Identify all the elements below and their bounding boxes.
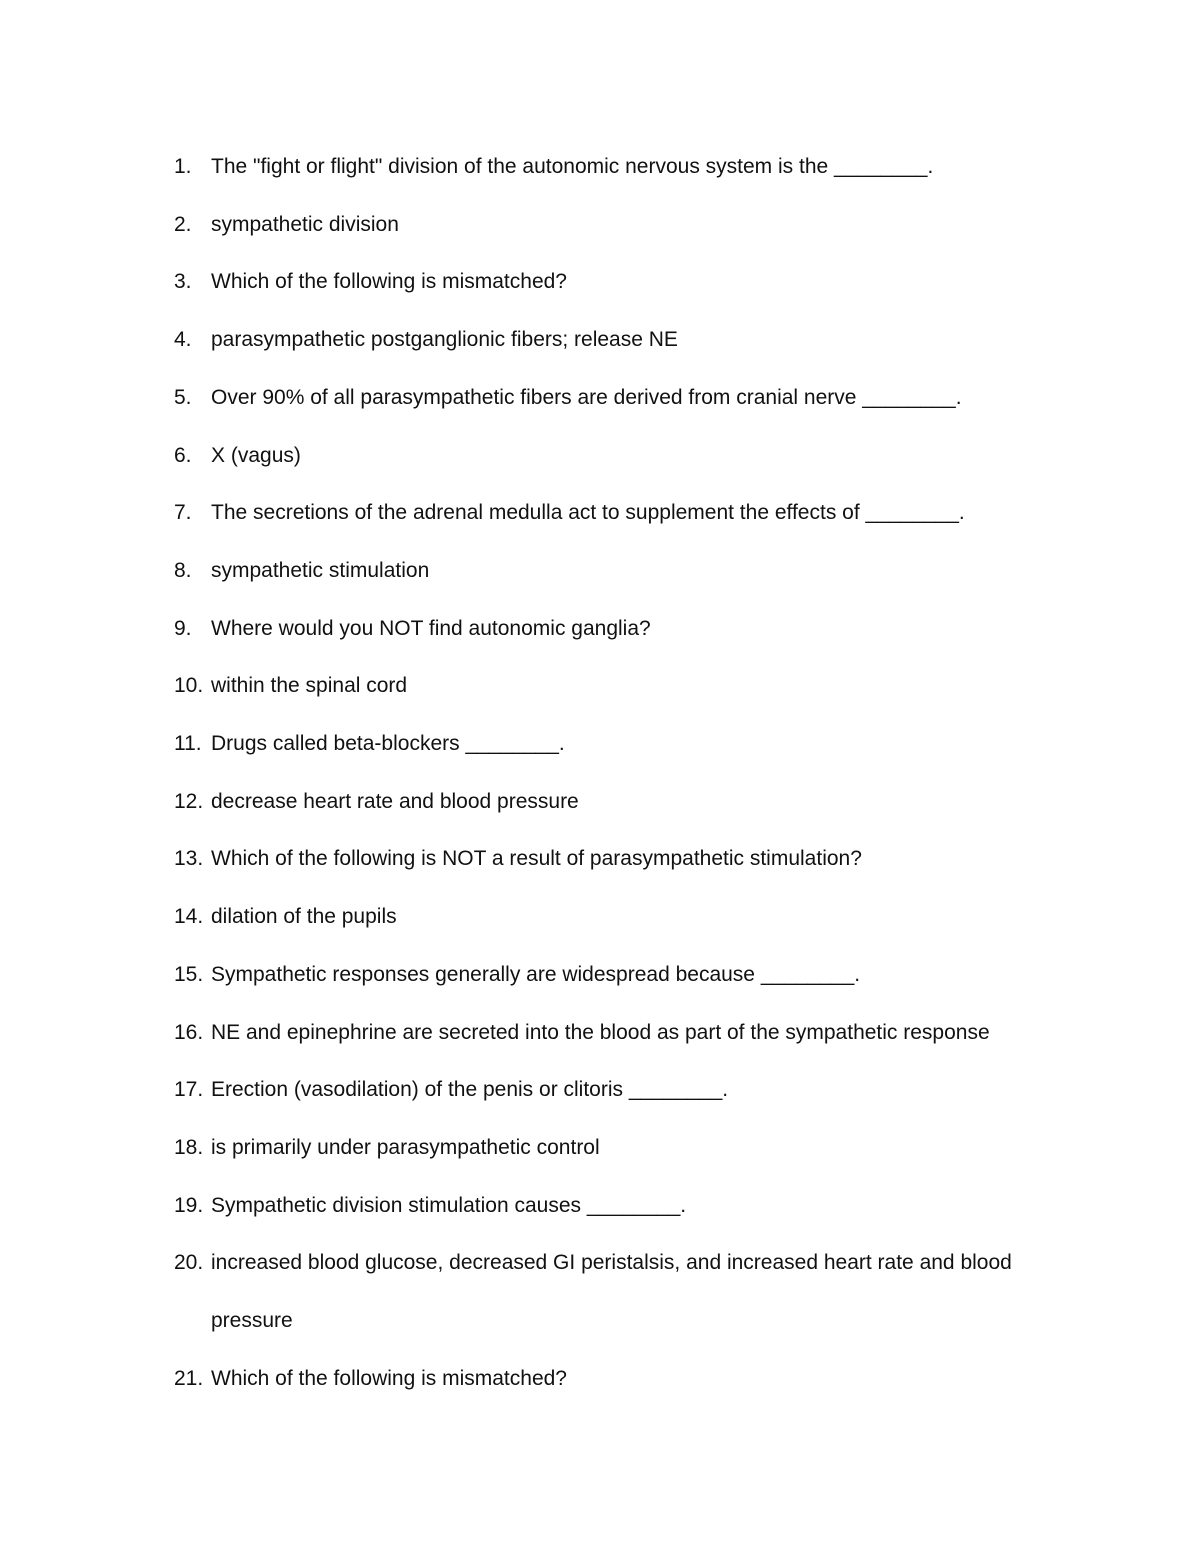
list-item [174,484,1054,542]
list-item [174,138,1054,196]
list-item [174,427,1054,485]
item-text: dilation of the pupils [211,905,397,929]
item-number: 4. [174,328,192,352]
list-item [174,542,1054,600]
item-number: 10. [174,674,204,698]
item-text: within the spinal cord [211,674,408,698]
list-item [174,1350,1054,1408]
item-text: parasympathetic postganglionic fibers; release NE [211,328,678,352]
list-item [174,946,1054,1004]
question-list [174,138,1054,1407]
list-item [174,311,1054,369]
list-item [174,1119,1054,1177]
item-number: 14. [174,905,204,929]
item-number: 19. [174,1193,204,1217]
item-number: 17. [174,1078,204,1102]
list-item [174,773,1054,831]
item-number: 1. [174,155,192,178]
item-number: 8. [174,558,192,582]
item-number: 9. [174,616,192,640]
item-number: 12. [174,789,204,813]
list-item [174,1177,1054,1235]
item-text: increased blood glucose, decreased GI peristalsis, and increased heart rate and blood pressure [211,1251,1012,1333]
list-item [174,1004,1054,1062]
item-text: Which of the following is NOT a result of parasympathetic stimulation? [211,847,862,871]
list-item [174,369,1054,427]
item-text: Erection (vasodilation) of the penis or clitoris ________. [211,1078,729,1102]
item-text: decrease heart rate and blood pressure [211,789,579,813]
item-text: Which of the following is mismatched? [211,1366,567,1390]
item-text: X (vagus) [211,443,301,467]
item-text: sympathetic stimulation [211,558,430,582]
item-text: Where would you NOT find autonomic ganglia? [211,616,651,640]
list-item [174,600,1054,658]
item-number: 16. [174,1020,204,1044]
list-item [174,253,1054,311]
item-number: 6. [174,443,192,467]
item-number: 5. [174,385,192,409]
item-number: 2. [174,212,192,236]
list-item [174,196,1054,254]
item-text: The secretions of the adrenal medulla act to supplement the effects of ________. [211,501,965,525]
item-text: Sympathetic division stimulation causes ________. [211,1193,687,1217]
item-text: Drugs called beta-blockers ________. [211,732,565,756]
item-text: Which of the following is mismatched? [211,270,567,294]
item-text: is primarily under parasympathetic control [211,1135,600,1159]
list-item [174,715,1054,773]
list-item [174,830,1054,888]
item-number: 13. [174,847,204,871]
item-number: 21. [174,1366,204,1390]
item-text: Over 90% of all parasympathetic fibers are derived from cranial nerve ________. [211,385,962,409]
list-item [174,657,1054,715]
list-item [174,888,1054,946]
item-text: sympathetic division [211,212,399,236]
item-number: 15. [174,962,204,986]
item-number: 20. [174,1251,204,1275]
item-number: 11. [174,732,202,756]
list-item [174,1061,1054,1119]
item-text: NE and epinephrine are secreted into the blood as part of the sympathetic response [211,1020,990,1044]
list-item [174,1234,1054,1349]
item-text: The "fight or flight" division of the autonomic nervous system is the ________. [211,155,934,178]
item-number: 18. [174,1135,204,1159]
item-text: Sympathetic responses generally are widespread because ________. [211,962,861,986]
item-number: 3. [174,270,192,294]
item-number: 7. [174,501,192,525]
